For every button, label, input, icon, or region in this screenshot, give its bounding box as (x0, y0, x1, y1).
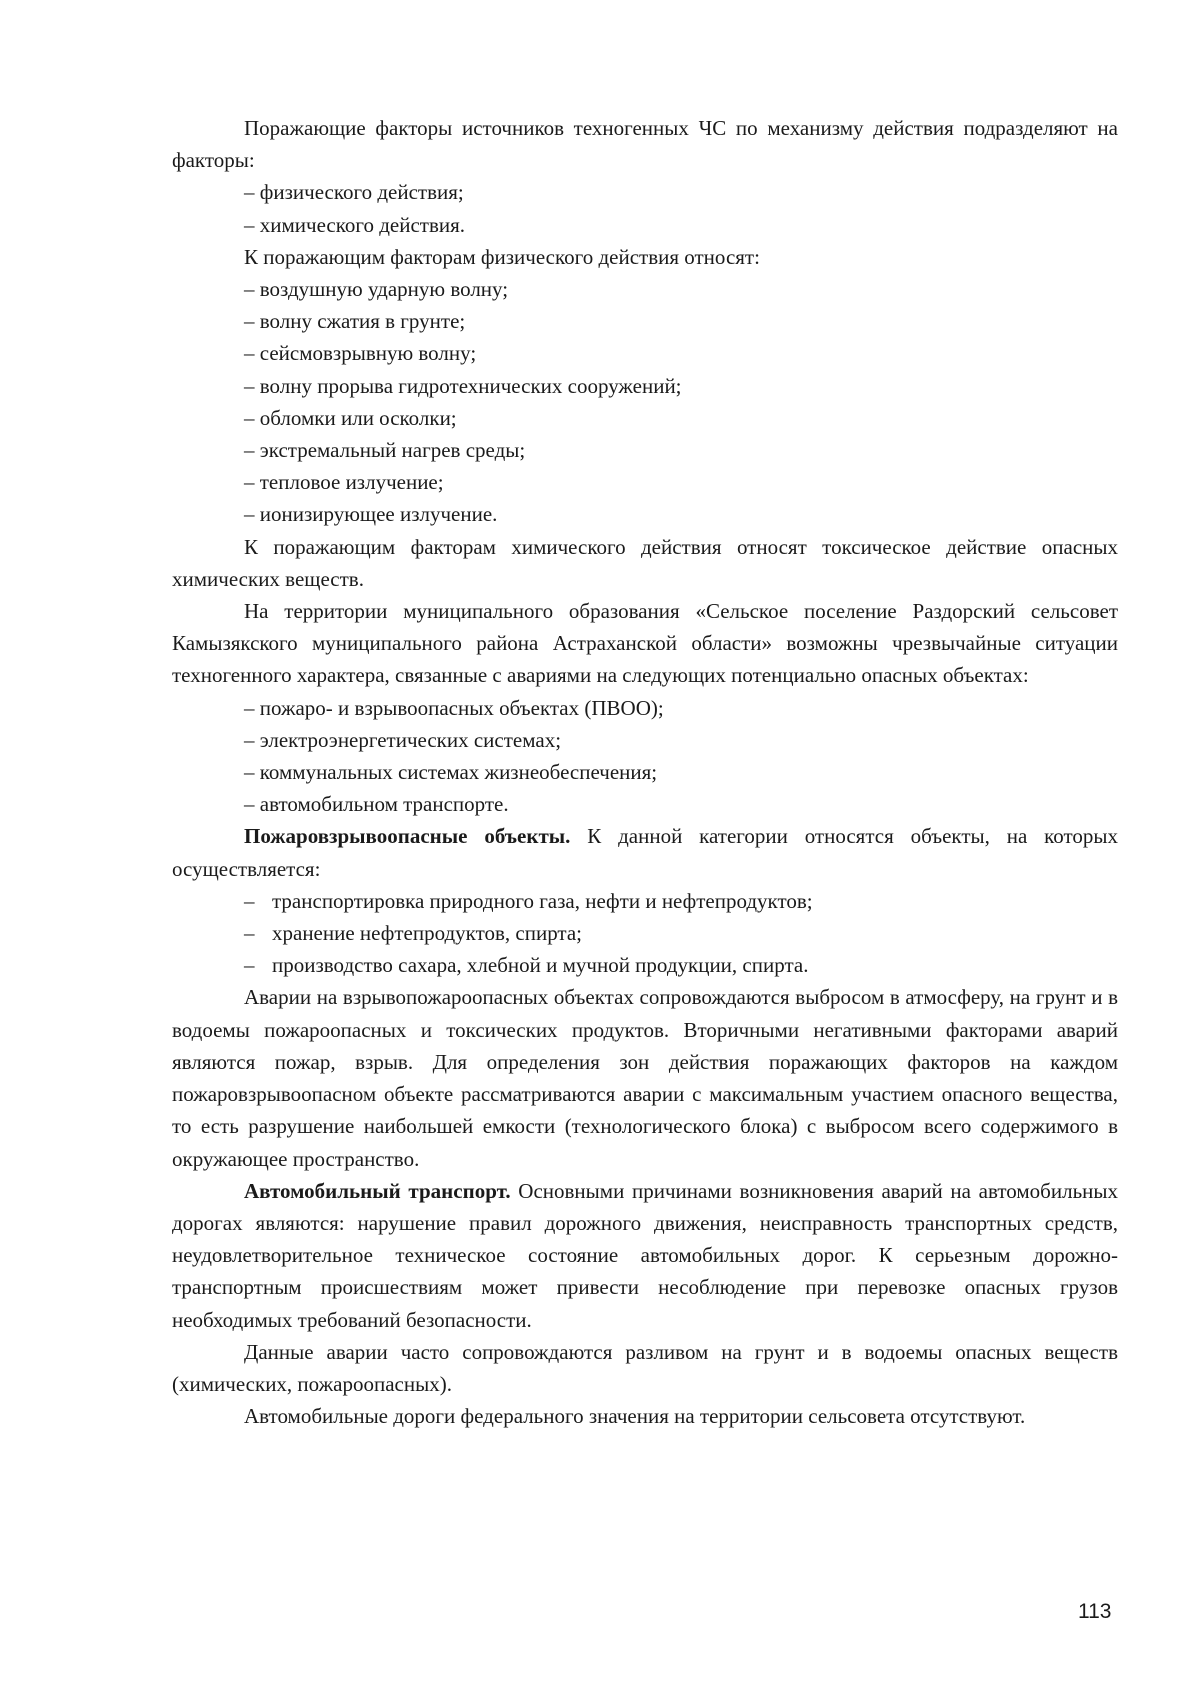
list-item: – электроэнергетических системах; (244, 727, 562, 752)
list-item: – физического действия; (244, 180, 464, 205)
transport-heading: Автомобильный транспорт. (244, 1178, 511, 1203)
list-item-text: хранение нефтепродуктов, спирта; (272, 921, 583, 946)
list-item: – пожаро- и взрывоопасных объектах (ПВОО); (244, 695, 664, 720)
list-item: – волну прорыва гидротехнических сооружений; (244, 373, 682, 398)
list-item: – обломки или осколки; (244, 405, 457, 430)
page-number: 113 (1078, 1600, 1112, 1623)
list-item: – автомобильном транспорте. (244, 792, 509, 817)
territory-paragraph: На территории муниципального образования «Сельское поселение Раздорский сельсовет Камызякского муниципального района Астраханской области» возможны чрезвычайные ситуации техногенного характера, связанные с авариями на следующих потенциально опасных объектах: (172, 599, 1118, 688)
list-item: – волну сжатия в грунте; (244, 309, 466, 334)
list-item: – воздушную ударную волну; (244, 277, 509, 302)
roads-paragraph: Автомобильные дороги федерального значения на территории сельсовета отсутствуют. (244, 1404, 1026, 1429)
list-item (172, 885, 1118, 917)
dash-marker: – (244, 953, 255, 978)
list-item: – ионизирующее излучение. (244, 502, 498, 527)
list-item: – коммунальных системах жизнеобеспечения; (244, 760, 658, 785)
transport-paragraph (172, 1175, 1118, 1336)
list-item-text: транспортировка природного газа, нефти и нефтепродуктов; (272, 888, 813, 913)
physical-factors-paragraph: К поражающим факторам физического действия относят: (244, 244, 760, 269)
dash-marker: – (244, 921, 255, 946)
list-item (172, 917, 1118, 949)
list-item: – экстремальный нагрев среды; (244, 438, 526, 463)
list-item: – тепловое излучение; (244, 470, 444, 495)
document-page (172, 112, 1118, 1432)
chemical-factors-paragraph: К поражающим факторам химического действия относят токсическое действие опасных химических веществ. (172, 534, 1118, 591)
list-item-text: производство сахара, хлебной и мучной продукции, спирта. (272, 953, 809, 978)
transport-text: Основными причинами возникновения аварий на автомобильных дорогах являются: нарушение правил дорожного движения, неисправность транспортных средств, неудовлетворительное техническое состояние автомобильных дорог. К серьезным дорожно-транспортным происшествиям может привести несоблюдение при перевозке опасных грузов необходимых требований безопасности. (172, 1178, 1119, 1332)
spills-paragraph: Данные аварии часто сопровождаются разливом на грунт и в водоемы опасных веществ (химических, пожароопасных). (172, 1339, 1118, 1396)
list-item: – сейсмовзрывную волну; (244, 341, 477, 366)
list-item (172, 949, 1118, 981)
fire-objects-text: К данной категории относятся объекты, на которых осуществляется: (172, 824, 1118, 881)
list-item: – химического действия. (244, 212, 466, 237)
fire-objects-paragraph (172, 820, 1118, 884)
intro-paragraph: Поражающие факторы источников техногенных ЧС по механизму действия подразделяют на факторы: (172, 116, 1118, 173)
fire-objects-heading: Пожаровзрывоопасные объекты. (244, 824, 571, 849)
dash-marker: – (244, 888, 255, 913)
accidents-paragraph: Аварии на взрывопожароопасных объектах сопровождаются выбросом в атмосферу, на грунт и в водоемы пожароопасных и токсических продуктов. Вторичными негативными факторами аварий являются пожар, взрыв. Для определения зон действия поражающих факторов на каждом пожаровзрывоопасном объекте рассматриваются аварии с максимальным участием опасного вещества, то есть разрушение наибольшей емкости (технологического блока) с выбросом всего содержимого в окружающее пространство. (172, 985, 1118, 1171)
